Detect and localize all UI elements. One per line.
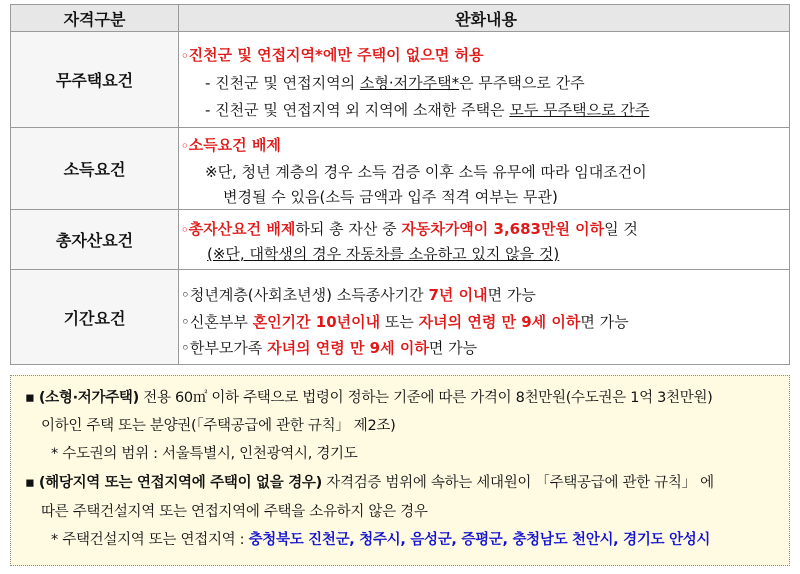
note-small-cheap-housing: ▪ (소형·저가주택) 전용 60㎡ 이하 주택으로 법령이 정하는 기준에 따른 가격이 8천만원(수도권은 1억 3천만원) xyxy=(25,390,713,406)
assets-line-2: (※단, 대학생의 경우 자동차를 소유하고 있지 않을 것) xyxy=(207,245,560,263)
row-assets-label: 총자산요건 xyxy=(11,210,179,269)
assets-line-1: ◦총자산요건 배제하되 총 자산 중 자동차가액이 3,683만원 이하일 것 xyxy=(181,220,638,238)
row-period xyxy=(11,270,789,364)
period-line-1: ◦청년계층(사회초년생) 소득종사기간 7년 이내면 가능 xyxy=(181,286,536,304)
income-line-2: ※단, 청년 계층의 경우 소득 검증 이후 소득 유무에 따라 임대조건이 xyxy=(205,163,647,181)
row-assets-content xyxy=(179,210,789,269)
period-line-3: ◦한부모가족 자녀의 연령 만 9세 이하면 가능 xyxy=(181,339,478,357)
row-housing xyxy=(11,32,789,128)
note-capital-area: * 수도권의 범위 : 서울특별시, 인천광역시, 경기도 xyxy=(51,446,358,462)
row-period-content xyxy=(179,270,789,364)
housing-line-3: - 진천군 및 연접지역 외 지역에 소재한 주택은 모두 무주택으로 간주 xyxy=(205,101,650,119)
footnotes-box xyxy=(10,375,790,566)
housing-line-1: ◦진천군 및 연접지역*에만 주택이 없으면 허용 xyxy=(181,46,484,64)
note-no-housing: ▪ (해당지역 또는 연접지역에 주택이 없을 경우) 자격검증 범위에 속하는 세대원이 「주택공급에 관한 규칙」 에 xyxy=(25,475,714,491)
note-adjacent-areas: * 주택건설지역 또는 연접지역 : 충청북도 진천군, 청주시, 음성군, 증평군, 충청남도 천안시, 경기도 안성시 xyxy=(51,532,711,548)
period-line-2: ◦신혼부부 혼인기간 10년이내 또는 자녀의 연령 만 9세 이하면 가능 xyxy=(181,313,629,331)
note-no-housing-cont: 따른 주택건설지역 또는 연접지역에 주택을 소유하지 않은 경우 xyxy=(41,504,428,520)
header-category: 자격구분 xyxy=(11,5,179,31)
row-housing-content xyxy=(179,32,789,127)
row-assets xyxy=(11,210,789,270)
row-housing-label: 무주택요건 xyxy=(11,32,179,127)
income-line-3: 변경될 수 있음(소득 금액과 입주 적격 여부는 무관) xyxy=(223,188,558,206)
income-line-1: ◦소득요건 배제 xyxy=(181,136,281,154)
table-header-row xyxy=(11,5,789,32)
requirements-table xyxy=(10,4,790,365)
row-income xyxy=(11,128,789,210)
row-period-label: 기간요건 xyxy=(11,270,179,364)
note-small-cheap-housing-cont: 이하인 주택 또는 분양권(「주택공급에 관한 규칙」 제2조) xyxy=(41,418,396,434)
row-income-label: 소득요건 xyxy=(11,128,179,209)
row-income-content xyxy=(179,128,789,209)
housing-line-2: - 진천군 및 연접지역의 소형·저가주택*은 무주택으로 간주 xyxy=(205,74,585,92)
header-content: 완화내용 xyxy=(179,5,789,31)
